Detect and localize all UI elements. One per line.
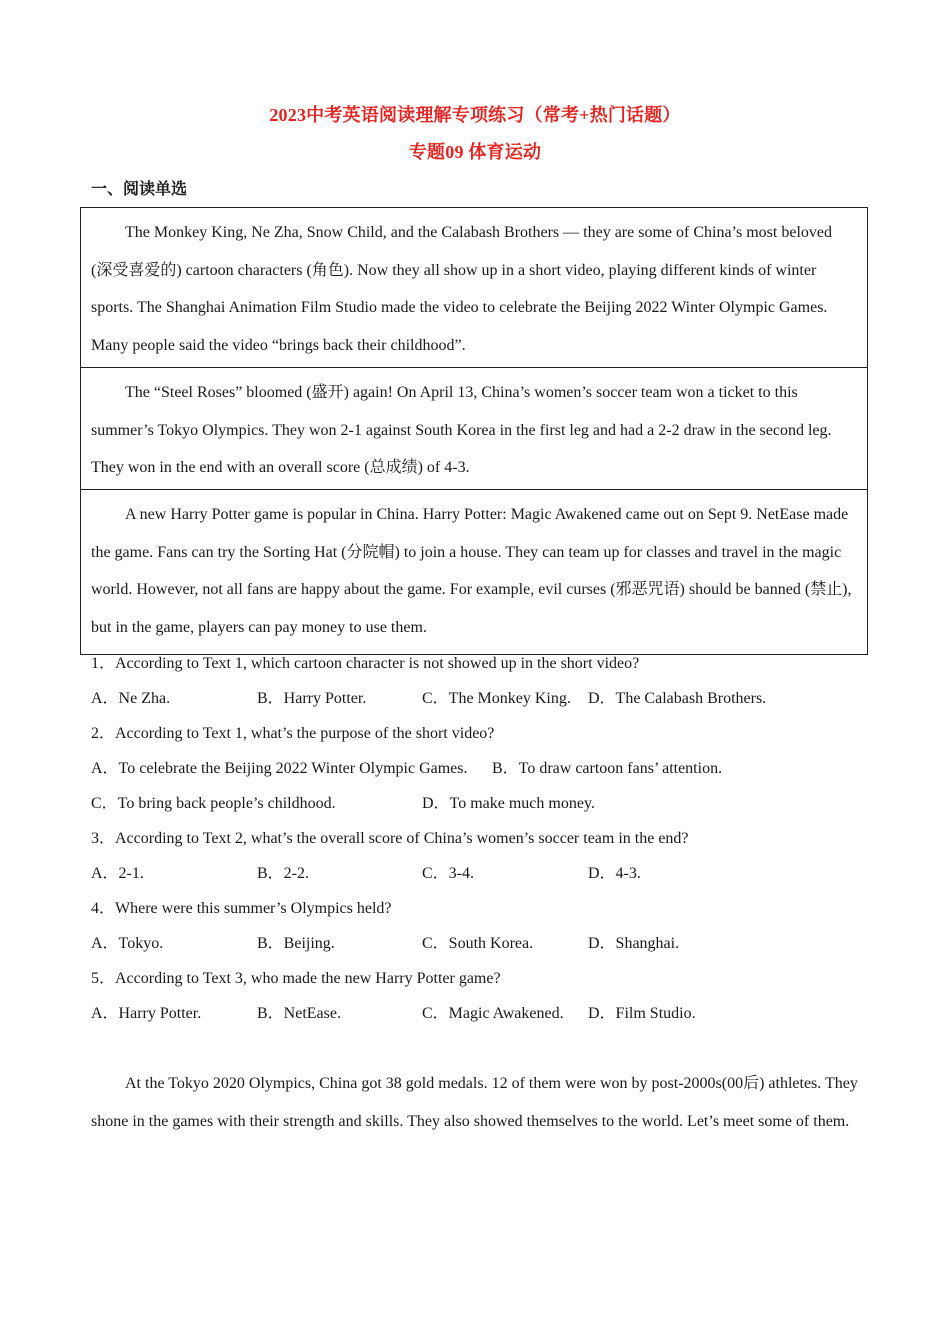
question-text: 5．According to Text 3, who made the new Harry Potter game? <box>91 970 501 987</box>
option-c: C．South Korea. <box>422 935 534 952</box>
option-d: D．The Calabash Brothers. <box>588 690 767 707</box>
question-text: 4．Where were this summer’s Olympics held? <box>91 900 392 917</box>
options-row <box>91 1002 871 1037</box>
option-b: B．Harry Potter. <box>257 690 367 707</box>
question-block-3 <box>91 827 871 897</box>
question-block-4 <box>91 897 871 967</box>
option-d: D．Film Studio. <box>588 1005 696 1022</box>
option-a: A．2-1. <box>91 865 144 882</box>
option-d: D．Shanghai. <box>588 935 680 952</box>
passage-text-2: The “Steel Roses” bloomed (盛开) again! On April 13, China’s women’s soccer team won a ticket to this summer’s Tokyo Olympics. They won 2-1 against South Korea in the first leg and had a 2-2 draw in the second leg. They won in the end with an overall score (总成绩) of 4-3. <box>81 367 867 489</box>
option-b: B．Beijing. <box>257 935 335 952</box>
option-a: A．To celebrate the Beijing 2022 Winter Olympic Games. <box>91 760 468 777</box>
page-title: 2023中考英语阅读理解专项练习（常考+热门话题） <box>269 105 681 125</box>
options-row <box>91 862 871 897</box>
option-c: C．To bring back people’s childhood. <box>91 795 336 812</box>
option-d: D．4-3. <box>588 865 641 882</box>
passage-text-1: The Monkey King, Ne Zha, Snow Child, and the Calabash Brothers — they are some of China’s most beloved (深受喜爱的) cartoon characters (角色). Now they all show up in a short video, playing different kinds of winter sports. The Shanghai Animation Film Studio made the video to celebrate the Beijing 2022 Winter Olympic Games. Many people said the video “brings back their childhood”. <box>91 224 832 354</box>
option-c: C．3-4. <box>422 865 475 882</box>
question-text: 1．According to Text 1, which cartoon character is not showed up in the short video? <box>91 655 640 672</box>
option-c: C．Magic Awakened. <box>422 1005 564 1022</box>
options-row <box>91 792 871 827</box>
options-row <box>91 932 871 967</box>
option-c: C．The Monkey King. <box>422 690 571 707</box>
options-row <box>91 757 871 792</box>
option-d: D．To make much money. <box>422 795 595 812</box>
section-heading: 一、阅读单选 <box>91 181 188 198</box>
option-b: B．NetEase. <box>257 1005 341 1022</box>
question-text: 3．According to Text 2, what’s the overall score of China’s women’s soccer team in the end? <box>91 830 689 847</box>
option-a: A．Tokyo. <box>91 935 164 952</box>
options-row <box>91 687 871 722</box>
question-block-1 <box>91 652 871 722</box>
passage-text-3: A new Harry Potter game is popular in China. Harry Potter: Magic Awakened came out on Sept 9. NetEase made the game. Fans can try the Sorting Hat (分院帽) to join a house. They can team up for classes and travel in the magic world. However, not all fans are happy about the game. For example, evil curses (邪恶咒语) should be banned (禁止), but in the game, players can pay money to use them. <box>81 489 867 654</box>
question-text: 2．According to Text 1, what’s the purpose of the short video? <box>91 725 495 742</box>
option-b: B．2-2. <box>257 865 310 882</box>
page-subtitle: 专题09 体育运动 <box>408 142 542 162</box>
next-passage-intro: At the Tokyo 2020 Olympics, China got 38 gold medals. 12 of them were won by post-2000s(00后) athletes. They shone in the games with their strength and skills. They also showed themselves to the world. Let’s meet some of them. <box>91 1075 858 1130</box>
option-a: A．Harry Potter. <box>91 1005 202 1022</box>
passages-table <box>80 207 868 655</box>
question-block-2 <box>91 722 871 827</box>
option-a: A．Ne Zha. <box>91 690 171 707</box>
option-b: B．To draw cartoon fans’ attention. <box>492 760 723 777</box>
question-block-5 <box>91 967 871 1037</box>
